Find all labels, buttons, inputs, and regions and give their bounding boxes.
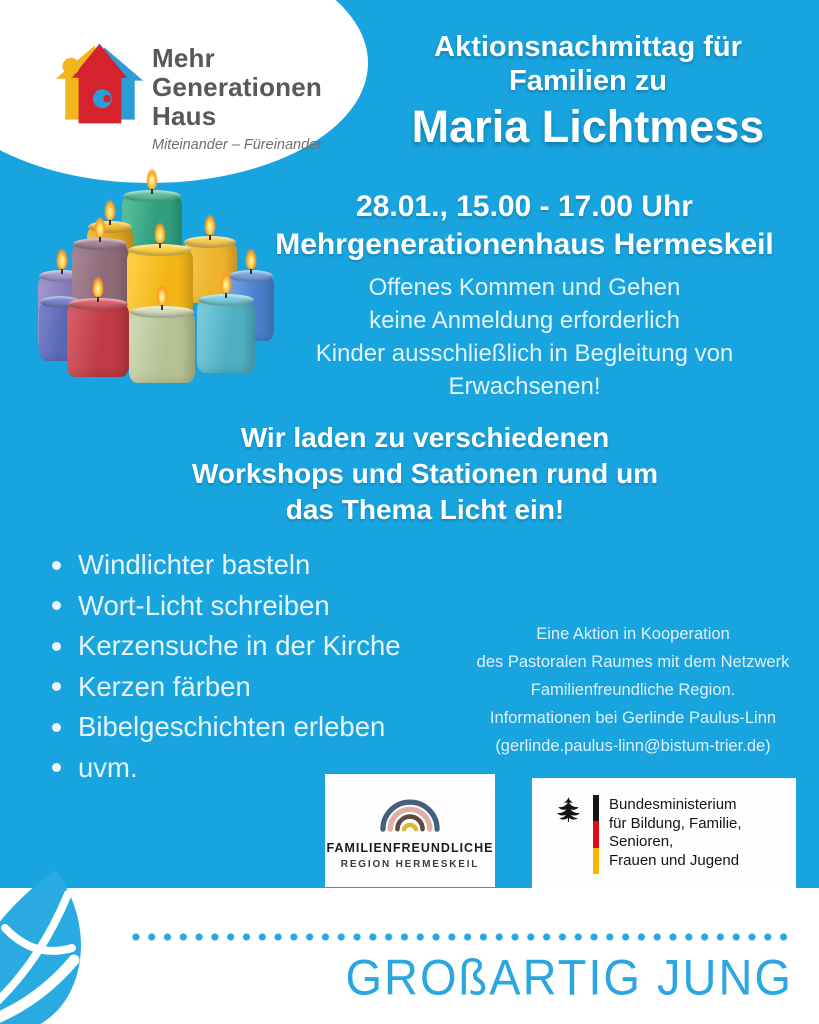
mgh-logo-line: Mehr — [152, 43, 215, 73]
candle — [197, 299, 255, 373]
ministry-name-line: Bundesministerium — [609, 796, 737, 813]
invitation-line: Wir laden zu verschiedenen — [240, 422, 610, 453]
event-note: Offenes Kommen und Gehen — [368, 274, 681, 301]
ministry-name — [609, 795, 796, 870]
bullet-icon — [52, 763, 61, 772]
list-item — [52, 586, 401, 627]
cooperation-note — [458, 620, 808, 760]
activity-label: Kerzen färben — [78, 670, 251, 702]
event-note: keine Anmeldung erforderlich — [369, 307, 680, 334]
family-region-name: FAMILIENFREUNDLICHE — [326, 840, 494, 855]
mgh-logo-line: Haus — [152, 101, 217, 131]
invitation-text — [100, 420, 750, 528]
rainbow-icon — [377, 792, 443, 832]
candle — [129, 311, 195, 383]
german-flag-bar-icon — [593, 795, 599, 874]
bullet-icon — [52, 682, 61, 691]
list-item — [52, 626, 401, 667]
brand-wordmark: GROßARTIG JUNG — [345, 949, 793, 1006]
cooperation-line: Familienfreundliche Region. — [530, 681, 736, 699]
mgh-puzzle-house-icon — [52, 36, 147, 131]
ministry-name-line: Frauen und Jugend — [609, 851, 740, 869]
flame-icon — [56, 248, 68, 269]
invitation-line: das Thema Licht ein! — [285, 494, 565, 525]
title-line-main: Maria Lichtmess — [411, 101, 765, 152]
event-info — [230, 188, 819, 403]
event-datetime: 28.01., 15.00 - 17.00 Uhr — [356, 190, 693, 223]
activity-label: Wort-Licht schreiben — [78, 589, 330, 621]
activity-label: Bibelgeschichten erleben — [78, 711, 386, 743]
activity-label: Windlichter basteln — [78, 549, 311, 581]
flame-icon — [92, 276, 104, 297]
ministry-name-line: für Bildung, Familie, Senioren, — [609, 814, 742, 850]
cooperation-line: Informationen bei Gerlinde Paulus-Linn — [489, 709, 777, 727]
dotted-divider — [128, 931, 792, 943]
bullet-icon — [52, 561, 61, 570]
list-item — [52, 545, 401, 586]
bullet-icon — [52, 601, 61, 610]
mgh-logo-tagline: Miteinander – Füreinander — [152, 137, 323, 153]
activity-label: uvm. — [78, 751, 138, 783]
mgh-logo-text — [152, 44, 322, 153]
event-note: Erwachsenen! — [448, 373, 601, 400]
activity-label: Kerzensuche in der Kirche — [78, 630, 401, 662]
flame-icon — [154, 222, 166, 243]
contact-email: (gerlinde.paulus-linn@bistum-trier.de) — [495, 737, 771, 755]
ministry-logo — [532, 778, 796, 888]
cooperation-line: des Pastoralen Raumes mit dem Netzwerk — [476, 653, 790, 671]
flame-icon — [245, 248, 257, 269]
mgh-logo-line: Generationen — [152, 72, 322, 102]
flame-icon — [94, 216, 106, 237]
activities-list — [52, 545, 401, 788]
bullet-icon — [52, 723, 61, 732]
candle — [67, 303, 129, 377]
flame-icon — [146, 168, 158, 189]
poster-title — [362, 30, 814, 153]
cooperation-line: Eine Aktion in Kooperation — [536, 625, 730, 643]
bullet-icon — [52, 642, 61, 651]
flame-icon — [104, 199, 116, 220]
federal-eagle-icon — [552, 796, 585, 827]
event-note: Kinder ausschließlich in Begleitung von — [315, 340, 734, 367]
flame-icon — [220, 272, 232, 293]
family-region-subname: REGION HERMESKEIL — [340, 858, 480, 870]
family-region-logo — [325, 774, 495, 887]
invitation-line: Workshops und Stationen rund um — [191, 458, 659, 489]
leaf-cross-icon — [0, 868, 123, 1024]
title-line-1: Aktionsnachmittag für — [434, 31, 742, 63]
event-notes — [230, 271, 819, 403]
list-item — [52, 667, 401, 708]
flame-icon — [156, 284, 168, 305]
flame-icon — [204, 214, 216, 235]
event-location: Mehrgenerationenhaus Hermeskeil — [275, 228, 774, 261]
title-line-2: Familien zu — [509, 65, 667, 97]
list-item — [52, 707, 401, 748]
